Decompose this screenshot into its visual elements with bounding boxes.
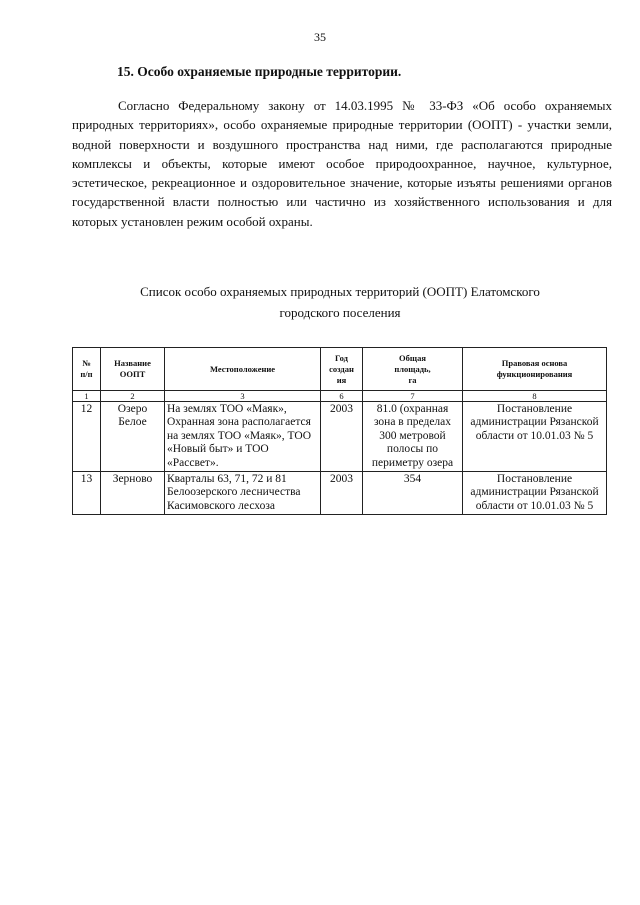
oopt-name: Зерново — [101, 472, 165, 515]
header-name: Название ООПТ — [101, 348, 165, 391]
column-number-row — [73, 391, 607, 402]
header-area: Общая площадь, га — [363, 348, 463, 391]
oopt-table — [72, 347, 607, 515]
header-year: Год создан ия — [321, 348, 363, 391]
table-row — [73, 472, 607, 515]
row-number: 12 — [73, 402, 101, 472]
header-legal-basis: Правовая основа функционирования — [463, 348, 607, 391]
oopt-year: 2003 — [321, 472, 363, 515]
oopt-year: 2003 — [321, 402, 363, 472]
table-header-row — [73, 348, 607, 391]
header-location: Местоположение — [165, 348, 321, 391]
oopt-location: Кварталы 63, 71, 72 и 81 Белоозерского лесничества Касимовского лесхоза — [165, 472, 321, 515]
column-number: 7 — [363, 391, 463, 402]
oopt-name: Озеро Белое — [101, 402, 165, 472]
oopt-legal-basis: Постановление администрации Рязанской области от 10.01.03 № 5 — [463, 472, 607, 515]
section-title: 15. Особо охраняемые природные территории. — [117, 64, 402, 79]
table-caption-line-2: городского поселения — [279, 305, 401, 320]
table-caption — [80, 281, 600, 323]
body-paragraph: Согласно Федеральному закону от 14.03.1995 № 33-ФЗ «Об особо охраняемых природных территориях», особо охраняемые природные территории (ООПТ) - участки земли, водной поверхности и воздушного пространства над ними, где располагаются природные комплексы и объекты, которые имеют особое природоохранное, научное, культурное, эстетическое, рекреационное и оздоровительное значение, которые изъяты решениями органов государственной власти полностью или частично из хозяйственного использования и для которых установлен режим особой охраны. — [72, 98, 612, 229]
header-number: № п/п — [73, 348, 101, 391]
table-caption-line-1: Список особо охраняемых природных территорий (ООПТ) Елатомского — [140, 284, 540, 299]
column-number: 1 — [73, 391, 101, 402]
oopt-area: 81.0 (охранная зона в пределах 300 метровой полосы по периметру озера — [363, 402, 463, 472]
row-number: 13 — [73, 472, 101, 515]
column-number: 6 — [321, 391, 363, 402]
column-number: 8 — [463, 391, 607, 402]
oopt-location: На землях ТОО «Маяк», Охранная зона располагается на землях ТОО «Маяк», ТОО «Новый быт» и ТОО «Рассвет». — [165, 402, 321, 472]
column-number: 2 — [101, 391, 165, 402]
page-number: 35 — [314, 30, 326, 44]
oopt-legal-basis: Постановление администрации Рязанской области от 10.01.03 № 5 — [463, 402, 607, 472]
table-row — [73, 402, 607, 472]
column-number: 3 — [165, 391, 321, 402]
oopt-area: 354 — [363, 472, 463, 515]
